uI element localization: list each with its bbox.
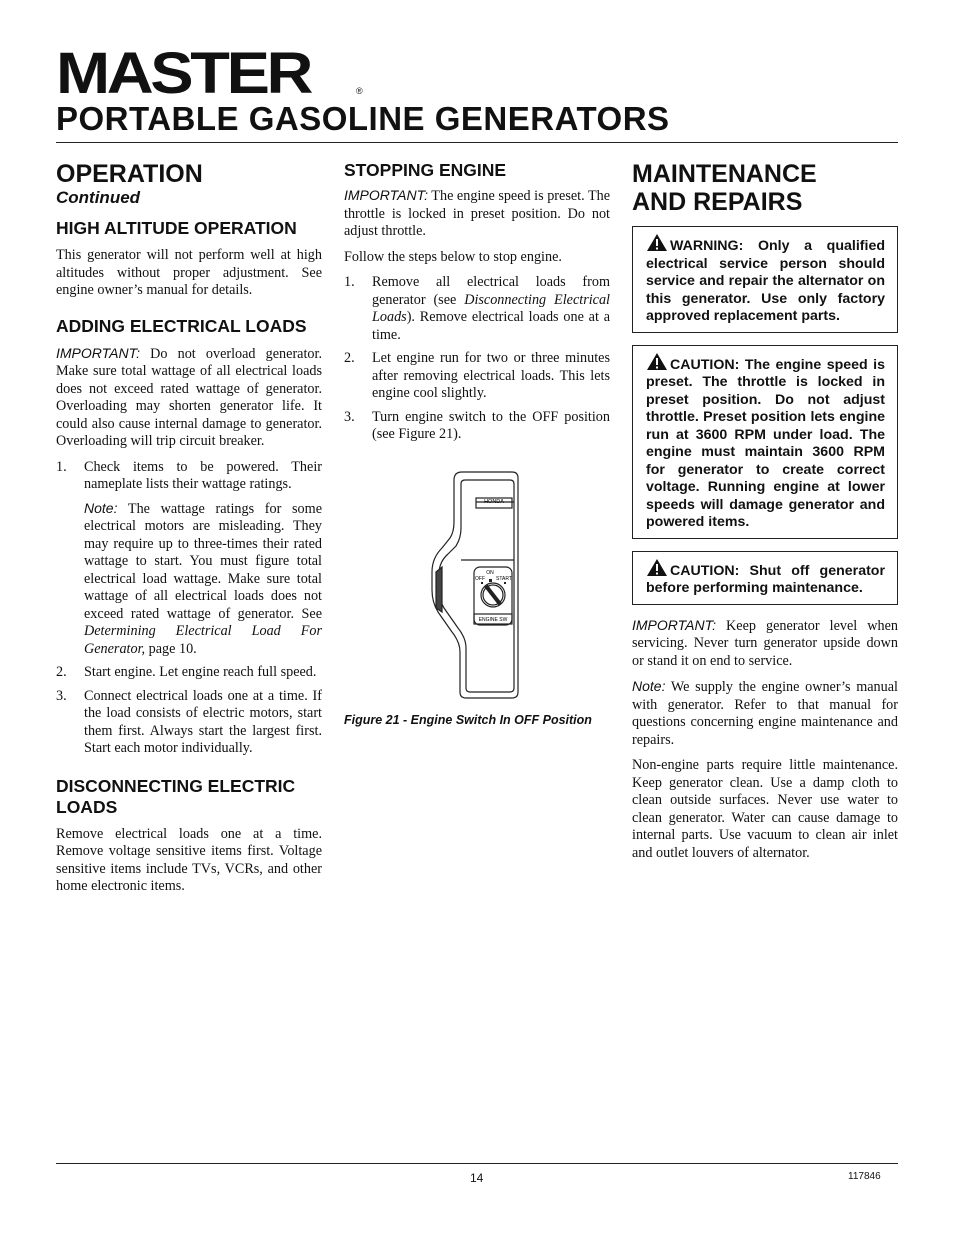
important-label: IMPORTANT:	[56, 344, 140, 361]
figure-engine-switch	[344, 462, 610, 727]
disconnecting-text: Remove electrical loads one at a time. Remove voltage sensitive items first. Voltage sensitive items include TVs, VCRs, and other home electronic items.	[56, 825, 322, 894]
note-label: Note:	[84, 499, 118, 516]
list-item	[56, 664, 322, 682]
stopping-steps	[344, 274, 610, 444]
important-label: IMPORTANT:	[344, 187, 428, 203]
step-text: Turn engine switch to the OFF position (see Figure 21).	[372, 408, 610, 442]
section-title-operation: OPERATION	[56, 160, 203, 188]
off-label: OFF	[475, 575, 485, 582]
note-text: The wattage ratings for some electrical motors are misleading. They may require up to three-times their rated wattage to start. You must figure total electrical load wattage. Make sure total wattage of all electrical loads does not exceed rated wattage of generator. See	[84, 500, 322, 622]
warning-text: WARNING: Only a qualified electrical service person should service and repair the alternator on this generator. Use only factory approved replacement parts.	[646, 238, 885, 324]
section-title-maintenance-line1: MAINTENANCE	[632, 160, 817, 188]
engine-switch-illustration	[344, 462, 610, 702]
caution-text: CAUTION: Shut off generator before performing maintenance.	[646, 562, 885, 596]
important-text: Keep generator level when servicing. Never turn generator upside down or stand it on end to service.	[632, 617, 898, 669]
stopping-important	[344, 187, 610, 241]
step-number: 1.	[344, 274, 355, 290]
page-number: 14	[470, 1171, 484, 1185]
heading-high-altitude: HIGH ALTITUDE OPERATION	[56, 218, 297, 238]
caution-box-shut-off	[632, 551, 898, 605]
step-number: 3.	[56, 687, 67, 704]
stopping-column	[344, 160, 610, 727]
important-text: The engine speed is preset. The throttle is locked in preset position. Do not adjust throttle.	[344, 188, 610, 239]
list-item	[344, 409, 610, 444]
heading-disconnecting: DISCONNECTING ELECTRIC LOADS	[56, 775, 296, 817]
figure-caption: Figure 21 - Engine Switch In OFF Position	[344, 712, 592, 727]
step-text: Remove all electrical loads from generator (see	[372, 274, 610, 308]
caution-triangle-icon	[646, 352, 668, 371]
note-reference: Determining Electrical Load For Generator,	[84, 623, 322, 657]
brand-logo: MASTER	[56, 41, 311, 106]
heading-adding-loads: ADDING ELECTRICAL LOADS	[56, 315, 307, 336]
caution-box-engine-speed	[632, 345, 898, 539]
list-item	[344, 274, 610, 344]
note-text: We supply the engine owner’s manual with generator. Refer to that manual for questions concerning engine maintenance and repairs.	[632, 679, 898, 748]
brand-label: HONDA	[484, 498, 504, 505]
note-label: Note:	[632, 678, 666, 694]
step-text: Let engine run for two or three minutes after removing electrical loads. This lets engine cool slightly.	[372, 350, 610, 401]
step-text-tail: ). Remove electrical loads one at a time.	[372, 309, 610, 343]
important-text: Do not overload generator. Make sure total wattage of all electrical loads does not exceed rated wattage of generator. Overloading may shorten generator life. It could also cause internal damage to generator. Overloading will trip circuit breaker.	[56, 345, 322, 449]
step-number: 3.	[344, 408, 355, 425]
step-number: 2.	[344, 350, 355, 366]
document-number: 117846	[848, 1171, 881, 1182]
wattage-note	[84, 500, 322, 659]
on-label: ON	[486, 569, 494, 576]
list-item	[56, 688, 322, 758]
engine-switch-label: ENGINE SW	[478, 616, 508, 623]
step-text: Check items to be powered. Their nameplate lists their wattage ratings.	[84, 458, 322, 492]
maintenance-important	[632, 617, 898, 671]
operation-column	[56, 160, 322, 904]
list-item	[344, 350, 610, 403]
document-title: PORTABLE GASOLINE GENERATORS	[56, 100, 670, 137]
registered-mark: ®	[356, 86, 363, 96]
list-item	[56, 459, 322, 659]
note-tail: page 10.	[145, 640, 197, 657]
maintenance-note	[632, 678, 898, 749]
section-title-maintenance-line2: AND REPAIRS	[632, 188, 803, 216]
caution-triangle-icon	[646, 558, 668, 577]
footer-rule	[56, 1163, 898, 1164]
stopping-intro: Follow the steps below to stop engine.	[344, 248, 562, 265]
warning-triangle-icon	[646, 233, 668, 252]
step-number: 2.	[56, 664, 67, 680]
maintenance-column	[632, 160, 898, 870]
high-altitude-text: This generator will not perform well at high altitudes without proper adjustment. See engine owner’s manual for details.	[56, 247, 322, 298]
warning-box	[632, 226, 898, 333]
step-text: Start engine. Let engine reach full speed.	[84, 664, 317, 680]
header-rule	[56, 142, 898, 143]
step-text: Connect electrical loads one at a time. If the load consists of electric motors, start them first. Always start the largest first. Start each motor individually.	[84, 687, 322, 756]
step-reference: Disconnecting Electrical Loads	[372, 291, 610, 325]
start-label: START	[496, 575, 512, 582]
caution-text: CAUTION: The engine speed is preset. The throttle is locked in preset position. Do not adjust throttle. Preset position lets engine run at 3600 RPM under load. The engine must maintain 3600 RPM for generator to create correct voltage. Running engine at lower speeds will damage generator and powered items.	[646, 356, 885, 530]
heading-stopping-engine: STOPPING ENGINE	[344, 160, 507, 180]
adding-loads-steps	[56, 459, 322, 758]
adding-loads-important	[56, 345, 322, 451]
maintenance-text: Non-engine parts require little maintenance. Keep generator clean. Use a damp cloth to clean outside surfaces. Never use water to clean generator. Water can cause damage to internal parts. Use vacuum to clean air inlet and outlet louvers of alternator.	[632, 757, 898, 861]
step-number: 1.	[56, 458, 67, 475]
continued-label: Continued	[56, 188, 141, 207]
important-label: IMPORTANT:	[632, 616, 716, 633]
